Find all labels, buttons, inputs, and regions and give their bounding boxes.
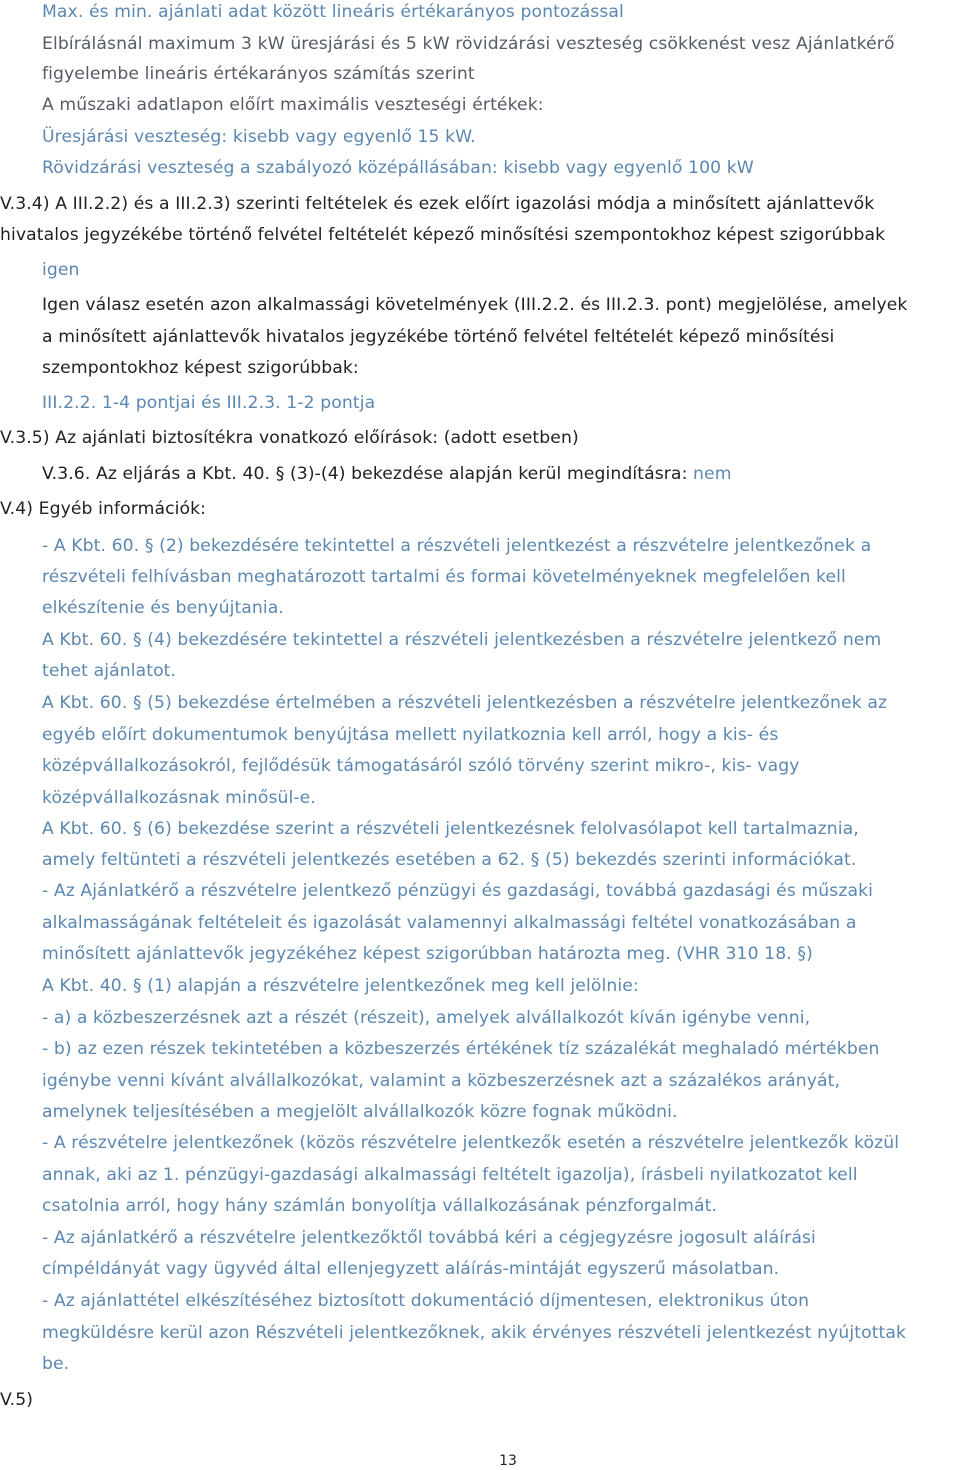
text-line — [42, 294, 907, 316]
text-line — [0, 193, 874, 215]
text-line — [42, 1132, 899, 1154]
text-line — [42, 1, 624, 23]
text-segment: - A Kbt. 60. § (2) bekezdésére tekintettel a részvételi jelentkezést a részvételre jelentkezőnek a — [42, 536, 872, 556]
text-line — [42, 818, 859, 840]
text-segment: A Kbt. 60. § (5) bekezdése értelmében a részvételi jelentkezésben a részvételre jelentkezőnek az — [42, 693, 888, 713]
text-line — [42, 1290, 809, 1312]
text-segment: V.3.4) A III.2.2) és a III.2.3) szerinti feltételek és ezek előírt igazolási módja a minősített ajánlattevők — [0, 194, 875, 214]
text-line — [42, 94, 544, 116]
text-line — [42, 1195, 717, 1217]
text-line — [42, 787, 316, 809]
text-line — [0, 1389, 33, 1411]
text-segment: figyelembe lineáris értékarányos számítás szerint — [42, 64, 475, 84]
text-line — [0, 498, 206, 520]
text-segment: középvállalkozásokról, fejlődésük támogatásáról szóló törvény szerint mikro-, kis- vagy — [42, 756, 800, 776]
text-line — [42, 1070, 840, 1092]
text-segment: minősített ajánlattevők jegyzékéhez képest szigorúbban határozta meg. (VHR 310 18. §) — [42, 944, 813, 964]
text-line — [42, 566, 846, 588]
text-line — [42, 535, 871, 557]
text-segment: tehet ajánlatot. — [42, 661, 177, 681]
text-segment: részvételi felhívásban meghatározott tartalmi és formai követelményeknek megfelelően kell — [42, 567, 846, 587]
text-line — [42, 463, 732, 485]
text-line — [42, 63, 475, 85]
text-segment: V.5) — [0, 1390, 34, 1410]
text-segment: a minősített ajánlattevők hivatalos jegyzékébe történő felvétel feltételét képező minősítési — [42, 327, 835, 347]
text-line — [42, 126, 476, 148]
text-line — [42, 692, 887, 714]
text-segment: - Az Ajánlatkérő a részvételre jelentkező pénzügyi és gazdasági, továbbá gazdasági és műszaki — [42, 881, 874, 901]
text-line — [42, 724, 778, 746]
text-segment: - Az ajánlattétel elkészítéséhez biztosított dokumentáció díjmentesen, elektronikus úton — [42, 1291, 810, 1311]
text-line — [42, 597, 284, 619]
text-line — [42, 755, 800, 777]
text-segment: annak, aki az 1. pénzügyi-gazdasági alkalmassági feltételt igazolja), írásbeli nyilatkozatot kell — [42, 1165, 858, 1185]
text-line — [42, 1007, 810, 1029]
text-line — [0, 427, 579, 449]
text-line — [42, 880, 873, 902]
text-segment: Üresjárási veszteség: kisebb vagy egyenlő 15 kW. — [42, 127, 476, 147]
text-line — [42, 629, 881, 651]
text-segment: A műszaki adatlapon előírt maximális veszteségi értékek: — [42, 95, 544, 115]
text-line — [42, 912, 856, 934]
text-line — [42, 1258, 779, 1280]
text-segment: megküldésre kerül azon Részvételi jelentkezőknek, akik érvényes részvételi jelentkezést nyújtottak — [42, 1323, 907, 1343]
text-segment: - a) a közbeszerzésnek azt a részét (részeit), amelyek alvállalkozót kíván igénybe venni, — [42, 1008, 811, 1028]
text-segment: elkészítenie és benyújtania. — [42, 598, 284, 618]
text-segment: - b) az ezen részek tekintetében a közbeszerzés értékének tíz százalékát meghaladó mértékben — [42, 1039, 880, 1059]
text-segment: igen — [42, 260, 80, 280]
text-line — [42, 1164, 858, 1186]
text-line — [42, 357, 359, 379]
text-line — [42, 1322, 906, 1344]
text-segment: III.2.2. 1-4 pontjai és III.2.3. 1-2 pontja — [42, 393, 376, 413]
text-segment: - A részvételre jelentkezőnek (közös részvételre jelentkezők esetén a részvételre jelentkezők közül — [42, 1133, 900, 1153]
text-line — [42, 33, 895, 55]
text-line — [42, 975, 639, 997]
text-line — [42, 1353, 69, 1375]
text-segment: igénybe venni kívánt alvállalkozókat, valamint a közbeszerzésnek azt a százalékos arányát, — [42, 1071, 841, 1091]
text-segment: V.3.5) Az ajánlati biztosítékra vonatkozó előírások: (adott esetben) — [0, 428, 579, 448]
text-segment: középvállalkozásnak minősül-e. — [42, 788, 316, 808]
text-segment: nem — [693, 464, 732, 484]
text-segment: amelynek teljesítésében a megjelölt alvállalkozók közre fognak működni. — [42, 1102, 678, 1122]
text-line — [42, 660, 176, 682]
text-segment: Max. és min. ajánlati adat között lineáris értékarányos pontozással — [42, 2, 624, 22]
text-segment: A Kbt. 60. § (6) bekezdése szerint a részvételi jelentkezésnek felolvasólapot kell tartalmaznia, — [42, 819, 859, 839]
text-segment: Rövidzárási veszteség a szabályozó középállásában: kisebb vagy egyenlő 100 kW — [42, 158, 754, 178]
text-segment: V.3.6. Az eljárás a Kbt. 40. § (3)-(4) bekezdése alapján kerül megindításra: — [42, 464, 694, 484]
page-number: 13 — [499, 1453, 517, 1469]
text-segment: alkalmasságának feltételeit és igazolását valamennyi alkalmassági feltétel vonatkozásában a — [42, 913, 857, 933]
text-segment: hivatalos jegyzékébe történő felvétel feltételét képező minősítési szempontokhoz képest szigorúbbak — [0, 225, 886, 245]
text-segment: A Kbt. 60. § (4) bekezdésére tekintettel a részvételi jelentkezésben a részvételre jelentkező nem — [42, 630, 882, 650]
text-line — [42, 1101, 678, 1123]
text-line — [42, 1038, 880, 1060]
text-line — [42, 392, 375, 414]
text-segment: Elbírálásnál maximum 3 kW üresjárási és 5 kW rövidzárási veszteség csökkenést vesz Ajánlatkérő — [42, 34, 895, 54]
text-segment: V.4) Egyéb információk: — [0, 499, 207, 519]
text-segment: csatolnia arról, hogy hány számlán bonyolítja vállalkozásának pénzforgalmát. — [42, 1196, 718, 1216]
text-line — [42, 326, 834, 348]
text-line — [42, 157, 754, 179]
text-segment: A Kbt. 40. § (1) alapján a részvételre jelentkezőnek meg kell jelölnie: — [42, 976, 639, 996]
text-segment: Igen válasz esetén azon alkalmassági követelmények (III.2.2. és III.2.3. pont) megjelölése, amelyek — [42, 295, 908, 315]
text-segment: - Az ajánlatkérő a részvételre jelentkezőktől továbbá kéri a cégjegyzésre jogosult aláírási — [42, 1228, 816, 1248]
text-line — [0, 224, 885, 246]
text-line — [42, 259, 80, 281]
text-segment: be. — [42, 1354, 70, 1374]
text-line — [42, 849, 856, 871]
text-segment: címpéldányát vagy ügyvéd által ellenjegyzett aláírás-mintáját egyszerű másolatban. — [42, 1259, 780, 1279]
text-line — [42, 1227, 816, 1249]
text-segment: amely feltünteti a részvételi jelentkezés esetében a 62. § (5) bekezdés szerinti információkat. — [42, 850, 857, 870]
text-segment: egyéb előírt dokumentumok benyújtása mellett nyilatkoznia kell arról, hogy a kis- és — [42, 725, 779, 745]
text-segment: szempontokhoz képest szigorúbbak: — [42, 358, 359, 378]
text-line — [42, 943, 813, 965]
